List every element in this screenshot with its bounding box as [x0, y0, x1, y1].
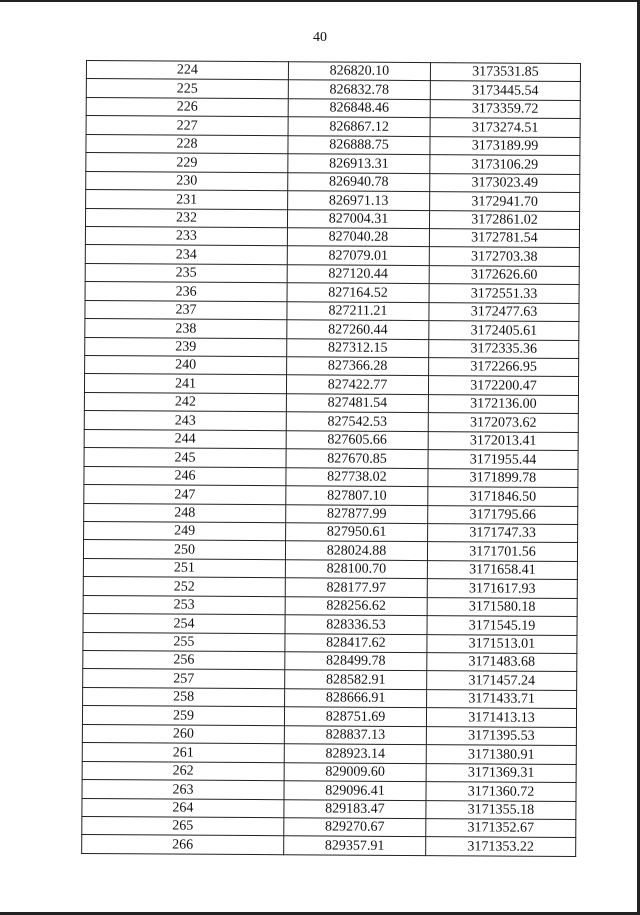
point-number-cell: 234	[85, 245, 287, 265]
x-coordinate-cell: 827260.44	[287, 320, 429, 339]
y-coordinate-cell: 3172477.63	[429, 302, 579, 321]
point-number-cell: 244	[84, 429, 286, 449]
x-coordinate-cell: 827422.77	[286, 375, 428, 394]
point-number-cell: 260	[82, 724, 284, 744]
point-number-cell: 265	[82, 816, 284, 836]
point-number-cell: 258	[83, 687, 285, 707]
y-coordinate-cell: 3172013.41	[428, 431, 578, 450]
point-number-cell: 247	[84, 485, 286, 505]
point-number-cell: 239	[85, 337, 287, 357]
x-coordinate-cell: 829270.67	[284, 818, 426, 837]
table-row	[82, 835, 576, 856]
y-coordinate-cell: 3171899.78	[428, 468, 578, 487]
y-coordinate-cell: 3171617.93	[427, 579, 577, 598]
point-number-cell: 233	[85, 226, 287, 246]
point-number-cell: 251	[83, 558, 285, 578]
point-number-cell: 225	[86, 79, 288, 99]
x-coordinate-cell: 826913.31	[288, 154, 430, 173]
point-number-cell: 227	[86, 116, 288, 136]
x-coordinate-cell: 826888.75	[288, 135, 430, 154]
point-number-cell: 256	[83, 650, 285, 670]
point-number-cell: 253	[83, 595, 285, 615]
point-number-cell: 261	[82, 743, 284, 763]
y-coordinate-cell: 3172626.60	[429, 265, 579, 284]
y-coordinate-cell: 3172861.02	[429, 210, 579, 229]
scan-edge-top	[0, 0, 640, 2]
x-coordinate-cell: 827950.61	[286, 523, 428, 542]
y-coordinate-cell: 3171701.56	[427, 542, 577, 561]
x-coordinate-cell: 828417.62	[285, 633, 427, 652]
point-number-cell: 232	[85, 208, 287, 228]
x-coordinate-cell: 827670.85	[286, 449, 428, 468]
y-coordinate-cell: 3172335.36	[429, 339, 579, 358]
y-coordinate-cell: 3172941.70	[430, 192, 580, 211]
y-coordinate-cell: 3171369.31	[426, 763, 576, 782]
y-coordinate-cell: 3171513.01	[427, 634, 577, 653]
x-coordinate-cell: 826971.13	[288, 191, 430, 210]
point-number-cell: 241	[84, 374, 286, 394]
x-coordinate-cell: 828177.97	[285, 578, 427, 597]
y-coordinate-cell: 3171955.44	[428, 450, 578, 469]
y-coordinate-cell: 3172073.62	[428, 413, 578, 432]
y-coordinate-cell: 3173359.72	[430, 99, 580, 118]
point-number-cell: 237	[85, 300, 287, 320]
coordinate-table-body	[82, 61, 581, 857]
y-coordinate-cell: 3171360.72	[426, 782, 576, 801]
y-coordinate-cell: 3173023.49	[430, 173, 580, 192]
point-number-cell: 263	[82, 780, 284, 800]
y-coordinate-cell: 3172551.33	[429, 284, 579, 303]
point-number-cell: 229	[86, 153, 288, 173]
x-coordinate-cell: 829009.60	[284, 762, 426, 781]
point-number-cell: 264	[82, 798, 284, 818]
y-coordinate-cell: 3171355.18	[426, 800, 576, 819]
point-number-cell: 254	[83, 614, 285, 634]
y-coordinate-cell: 3172405.61	[429, 321, 579, 340]
point-number-cell: 252	[83, 577, 285, 597]
x-coordinate-cell: 828666.91	[285, 689, 427, 708]
point-number-cell: 230	[86, 171, 288, 191]
y-coordinate-cell: 3171545.19	[427, 616, 577, 635]
y-coordinate-cell: 3171457.24	[427, 671, 577, 690]
point-number-cell: 255	[83, 632, 285, 652]
x-coordinate-cell: 827542.53	[286, 412, 428, 431]
point-number-cell: 224	[86, 61, 288, 81]
x-coordinate-cell: 826832.78	[288, 80, 430, 99]
x-coordinate-cell: 829357.91	[284, 836, 426, 855]
x-coordinate-cell: 828100.70	[285, 560, 427, 579]
coordinate-table	[81, 60, 581, 857]
x-coordinate-cell: 827120.44	[287, 265, 429, 284]
x-coordinate-cell: 828256.62	[285, 596, 427, 615]
point-number-cell: 238	[85, 319, 287, 339]
x-coordinate-cell: 826940.78	[288, 172, 430, 191]
page-number: 40	[313, 30, 327, 45]
y-coordinate-cell: 3171747.33	[428, 524, 578, 543]
point-number-cell: 246	[84, 466, 286, 486]
x-coordinate-cell: 828751.69	[284, 707, 426, 726]
y-coordinate-cell: 3171580.18	[427, 597, 577, 616]
x-coordinate-cell: 828923.14	[284, 744, 426, 763]
y-coordinate-cell: 3171413.13	[426, 708, 576, 727]
y-coordinate-cell: 3171795.66	[428, 505, 578, 524]
x-coordinate-cell: 828499.78	[285, 652, 427, 671]
y-coordinate-cell: 3173531.85	[430, 63, 580, 82]
point-number-cell: 262	[82, 761, 284, 781]
y-coordinate-cell: 3172781.54	[429, 229, 579, 248]
x-coordinate-cell: 829183.47	[284, 799, 426, 818]
x-coordinate-cell: 828582.91	[285, 670, 427, 689]
x-coordinate-cell: 827605.66	[286, 430, 428, 449]
point-number-cell: 240	[85, 355, 287, 375]
x-coordinate-cell: 827366.28	[287, 357, 429, 376]
x-coordinate-cell: 827312.15	[287, 338, 429, 357]
y-coordinate-cell: 3171483.68	[427, 653, 577, 672]
y-coordinate-cell: 3171846.50	[428, 487, 578, 506]
point-number-cell: 245	[84, 448, 286, 468]
point-number-cell: 231	[86, 190, 288, 210]
x-coordinate-cell: 827164.52	[287, 283, 429, 302]
y-coordinate-cell: 3172136.00	[428, 394, 578, 413]
x-coordinate-cell: 827807.10	[286, 486, 428, 505]
point-number-cell: 242	[84, 392, 286, 412]
point-number-cell: 226	[86, 97, 288, 117]
point-number-cell: 259	[82, 706, 284, 726]
point-number-cell: 248	[84, 503, 286, 523]
x-coordinate-cell: 828336.53	[285, 615, 427, 634]
point-number-cell: 266	[82, 835, 284, 855]
point-number-cell: 250	[83, 540, 285, 560]
y-coordinate-cell: 3171395.53	[426, 726, 576, 745]
y-coordinate-cell: 3171658.41	[427, 560, 577, 579]
x-coordinate-cell: 826848.46	[288, 99, 430, 118]
point-number-cell: 228	[86, 134, 288, 154]
point-number-cell: 249	[84, 521, 286, 541]
x-coordinate-cell: 826867.12	[288, 117, 430, 136]
x-coordinate-cell: 826820.10	[288, 62, 430, 81]
x-coordinate-cell: 827738.02	[286, 467, 428, 486]
x-coordinate-cell: 827211.21	[287, 301, 429, 320]
y-coordinate-cell: 3172200.47	[428, 376, 578, 395]
y-coordinate-cell: 3171353.22	[426, 837, 576, 856]
point-number-cell: 257	[83, 669, 285, 689]
x-coordinate-cell: 827004.31	[287, 209, 429, 228]
y-coordinate-cell: 3173445.54	[430, 81, 580, 100]
x-coordinate-cell: 827079.01	[287, 246, 429, 265]
y-coordinate-cell: 3173106.29	[430, 155, 580, 174]
y-coordinate-cell: 3172266.95	[429, 358, 579, 377]
x-coordinate-cell: 827481.54	[286, 394, 428, 413]
y-coordinate-cell: 3171352.67	[426, 819, 576, 838]
x-coordinate-cell: 828837.13	[284, 725, 426, 744]
x-coordinate-cell: 827877.99	[286, 504, 428, 523]
point-number-cell: 243	[84, 411, 286, 431]
x-coordinate-cell: 827040.28	[287, 228, 429, 247]
x-coordinate-cell: 828024.88	[285, 541, 427, 560]
y-coordinate-cell: 3171380.91	[426, 745, 576, 764]
point-number-cell: 235	[85, 263, 287, 283]
y-coordinate-cell: 3172703.38	[429, 247, 579, 266]
y-coordinate-cell: 3173189.99	[430, 136, 580, 155]
y-coordinate-cell: 3171433.71	[427, 689, 577, 708]
point-number-cell: 236	[85, 282, 287, 302]
y-coordinate-cell: 3173274.51	[430, 118, 580, 137]
x-coordinate-cell: 829096.41	[284, 781, 426, 800]
